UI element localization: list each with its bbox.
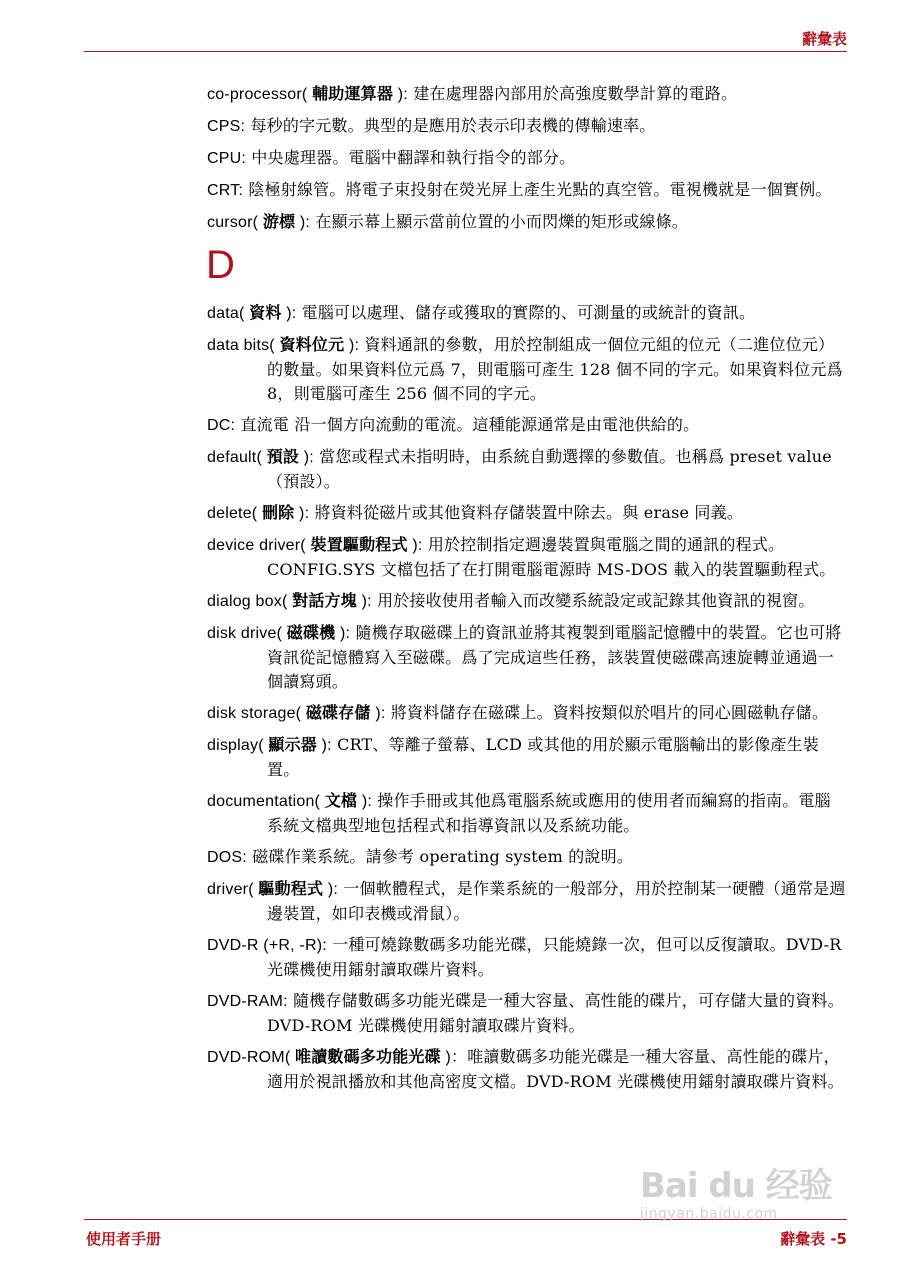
entry-term: [207, 449, 314, 466]
glossary-entry: [207, 933, 847, 982]
entry-term-translation: 驅動程式: [258, 879, 324, 898]
entry-term-prefix: delete(: [207, 505, 258, 522]
entry-definition: 隨機存儲數碼多功能光碟是一種大容量、高性能的碟片，可存儲大量的資料。DVD-ROM 光碟機使用鐳射讀取碟片資料。: [267, 991, 844, 1035]
glossary-entry: [207, 733, 847, 782]
glossary-entry: [207, 1045, 847, 1094]
glossary-entry: [207, 114, 847, 139]
entry-term: [207, 1049, 467, 1066]
footer-manual-title: 使用者手册: [86, 1230, 162, 1248]
entry-term: [207, 625, 350, 642]
entry-term-close: ):: [299, 505, 310, 522]
glossary-entry: [207, 501, 847, 526]
entry-term-translation: 文檔: [324, 791, 358, 810]
entry-term-close: )：: [445, 1049, 468, 1066]
entry-term: [207, 305, 296, 322]
entry-term-prefix: cursor(: [207, 214, 259, 231]
entry-term-close: ):: [375, 705, 386, 722]
entry-term-translation: 磁碟機: [286, 623, 336, 642]
entry-term-prefix: data bits(: [207, 337, 275, 354]
header-divider: [84, 51, 847, 52]
glossary-entry: [207, 146, 847, 171]
footer-page-number: 辭彙表 -5: [780, 1230, 847, 1248]
entry-definition: 磁碟作業系統。請參考 operating system 的說明。: [246, 847, 634, 866]
running-header-title: 辭彙表: [801, 30, 847, 48]
entry-term-prefix: DVD-ROM(: [207, 1049, 291, 1066]
entry-term-translation: 裝置驅動程式: [310, 535, 408, 554]
entry-definition: 將資料從磁片或其他資料存儲裝置中除去。與 erase 同義。: [309, 503, 744, 522]
glossary-entry: [207, 301, 847, 326]
section-letter: D: [206, 243, 235, 287]
entry-term: [207, 737, 332, 754]
entry-term: [207, 118, 245, 135]
entry-term-translation: 對話方塊: [292, 591, 357, 610]
entry-term-close: ):: [412, 537, 423, 554]
entry-term: [207, 593, 372, 610]
glossary-entry: [207, 589, 847, 614]
entry-term-prefix: dialog box(: [207, 593, 288, 610]
entry-definition: 一個軟體程式，是作業系統的一般部分，用於控制某一硬體（通常是週邊裝置，如印表機或滑鼠）。: [267, 879, 846, 923]
glossary-entry: [207, 621, 847, 694]
watermark-logo-text: Bai du 经验: [640, 1166, 832, 1206]
baidu-watermark: [640, 1166, 840, 1222]
entry-term-translation: 輔助運算器: [312, 84, 394, 103]
glossary-entry: [207, 178, 847, 203]
entry-definition: 一種可燒錄數碼多功能光碟，只能燒錄一次，但可以反復讀取。DVD-R 光碟機使用鐳射讀取碟片資料。: [267, 935, 842, 979]
entry-term-close: ):: [286, 305, 297, 322]
glossary-entry: [207, 845, 847, 870]
entry-term: [207, 849, 247, 866]
entry-term-close: ):: [348, 337, 360, 354]
entry-definition: 中央處理器。電腦中翻譯和執行指令的部分。: [246, 148, 576, 167]
entry-definition: 隨機存取磁碟上的資訊並將其複製到電腦記憶體中的裝置。它也可將資訊從記憶體寫入至磁碟。爲了完成這些任務，該裝置使磁碟高速旋轉並通過一個讀寫頭。: [267, 623, 842, 691]
glossary-entry: [207, 413, 847, 438]
entry-term: [207, 793, 372, 810]
entry-term: [207, 881, 338, 898]
entry-term-translation: 資料: [249, 303, 282, 322]
entry-term-prefix: driver(: [207, 881, 254, 898]
entry-term-translation: 磁碟存儲: [305, 703, 371, 722]
entry-definition: 唯讀數碼多功能光碟是一種大容量、高性能的碟片，適用於視訊播放和其他高密度文檔。DVD-ROM 光碟機使用鐳射讀取碟片資料。: [267, 1047, 844, 1091]
entry-definition: 資料通訊的參數，用於控制組成一個位元組的位元（二進位位元）的數量。如果資料位元爲 7，則電腦可產生 128 個不同的字元。如果資料位元爲 8，則電腦可產生 256 個不同的字元。: [267, 335, 843, 403]
entry-definition: 直流電 沿一個方向流動的電流。這種能源通常是由電池供給的。: [235, 415, 700, 434]
entry-term: [207, 150, 246, 167]
entry-definition: 操作手冊或其他爲電腦系統或應用的使用者而編寫的指南。電腦系統文檔典型地包括程式和指導資訊以及系統功能。: [267, 791, 831, 835]
entry-term-prefix: display(: [207, 737, 264, 754]
entry-term: [207, 993, 288, 1010]
entry-term: [207, 505, 309, 522]
entry-term: [207, 337, 359, 354]
glossary-content: [207, 82, 847, 1101]
entry-term-prefix: default(: [207, 449, 262, 466]
entry-term-close: ):: [321, 737, 332, 754]
entry-term-prefix: CPS:: [207, 118, 246, 135]
entry-term-prefix: DOS:: [207, 849, 247, 866]
entry-definition: 將資料儲存在磁碟上。資料按類似於唱片的同心圓磁軌存儲。: [385, 703, 829, 722]
entry-term: [207, 86, 408, 103]
entry-definition: CRT、等離子螢幕、LCD 或其他的用於顯示電腦輸出的影像產生裝置。: [267, 735, 819, 779]
entry-term-close: ):: [361, 593, 372, 610]
entry-definition: 建在處理器內部用於高強度數學計算的電路。: [407, 84, 738, 103]
entry-definition: 每秒的字元數。典型的是應用於表示印表機的傳輸速率。: [245, 116, 656, 135]
entry-term: [207, 705, 386, 722]
entry-term: [207, 182, 243, 199]
entry-term-prefix: CRT:: [207, 182, 244, 199]
watermark-url: jingyan.baidu.com: [640, 1206, 778, 1222]
glossary-entry: [207, 82, 847, 107]
glossary-entry: [207, 210, 847, 235]
entry-definition: 在顯示幕上顯示當前位置的小而閃爍的矩形或線條。: [310, 212, 688, 231]
entry-term-prefix: DC:: [207, 417, 236, 434]
entry-term: [207, 417, 235, 434]
entry-list-c: [207, 82, 847, 235]
entry-term-translation: 唯讀數碼多功能光碟: [295, 1047, 441, 1066]
entry-term-close: ):: [303, 449, 314, 466]
entry-term-close: ):: [361, 793, 372, 810]
entry-term-close: ):: [299, 214, 311, 231]
glossary-entry: [207, 533, 847, 582]
entry-definition: 用於接收使用者輸入而改變系統設定或記錄其他資訊的視窗。: [371, 591, 815, 610]
entry-term-close: ):: [340, 625, 351, 642]
glossary-entry: [207, 877, 847, 926]
entry-term-prefix: DVD-RAM:: [207, 993, 288, 1010]
entry-term-prefix: data(: [207, 305, 245, 322]
entry-term-prefix: disk drive(: [207, 625, 283, 642]
entry-term-prefix: device driver(: [207, 537, 306, 554]
glossary-entry: [207, 989, 847, 1038]
entry-term-translation: 刪除: [261, 503, 295, 522]
entry-term-prefix: disk storage(: [207, 705, 302, 722]
entry-list-d: [207, 301, 847, 1094]
entry-term: [207, 537, 423, 554]
entry-term-translation: 預設: [266, 447, 300, 466]
entry-term-prefix: CPU:: [207, 150, 247, 167]
entry-term-prefix: documentation(: [207, 793, 321, 810]
entry-term-prefix: co-processor(: [207, 86, 308, 103]
entry-term-prefix: DVD-R (+R, -R):: [207, 937, 327, 954]
entry-term-close: ):: [397, 86, 408, 103]
glossary-entry: [207, 333, 847, 406]
entry-term-close: ):: [327, 881, 339, 898]
glossary-entry: [207, 445, 847, 494]
entry-term: [207, 937, 327, 954]
entry-definition: 用於控制指定週邊裝置與電腦之間的通訊的程式。CONFIG.SYS 文檔包括了在打開電腦電源時 MS-DOS 載入的裝置驅動程式。: [267, 535, 836, 579]
entry-definition: 陰極射線管。將電子束投射在熒光屏上產生光點的真空管。電視機就是一個實例。: [243, 180, 832, 199]
entry-term: [207, 214, 310, 231]
entry-term-translation: 資料位元: [279, 335, 345, 354]
entry-definition: 當您或程式未指明時，由系統自動選擇的參數值。也稱爲 preset value （預設）。: [267, 447, 832, 491]
entry-term-translation: 顯示器: [268, 735, 317, 754]
glossary-entry: [207, 701, 847, 726]
entry-definition: 電腦可以處理、儲存或獲取的實際的、可測量的或統計的資訊。: [296, 303, 756, 322]
entry-term-translation: 游標: [262, 212, 296, 231]
glossary-entry: [207, 789, 847, 838]
